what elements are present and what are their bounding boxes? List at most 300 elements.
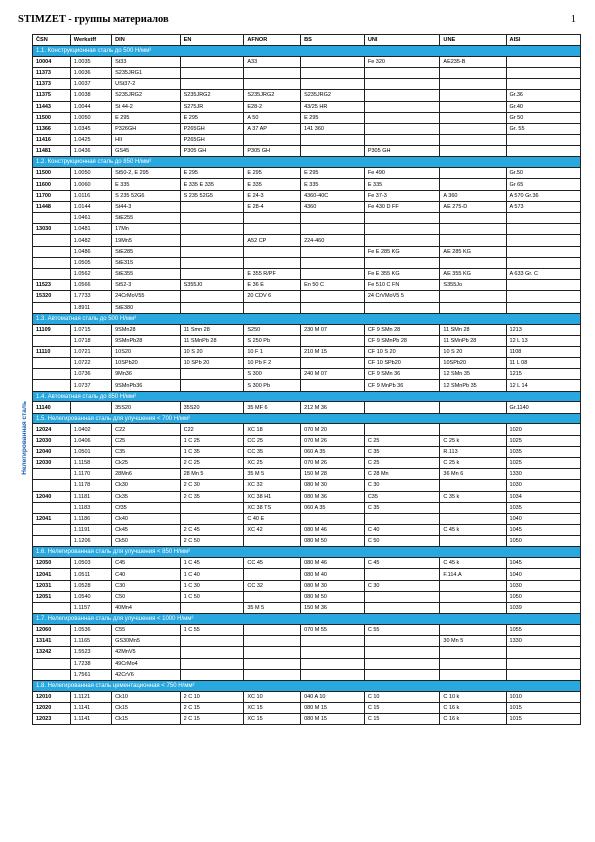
document-title: STIMZET - группы материалов — [18, 14, 169, 25]
table-cell: 1.0540 — [70, 591, 111, 602]
table-cell — [33, 525, 71, 536]
table-cell: 1.0486 — [70, 246, 111, 257]
table-cell: 080 M 46 — [301, 525, 365, 536]
table-cell: C55 — [112, 625, 181, 636]
table-row — [33, 691, 581, 702]
table-cell — [180, 636, 244, 647]
table-cell: 1.0436 — [70, 146, 111, 157]
table-cell: 1.1206 — [70, 536, 111, 547]
table-cell: 150 M 28 — [301, 469, 365, 480]
table-cell — [180, 201, 244, 212]
table-cell: C45 — [112, 558, 181, 569]
table-row — [33, 291, 581, 302]
table-cell: 11500 — [33, 168, 71, 179]
table-cell — [364, 213, 440, 224]
table-cell: E 335 — [112, 179, 181, 190]
table-cell: 12041 — [33, 513, 71, 524]
table-cell: C 40 E — [244, 513, 301, 524]
table-cell: Ck50 — [112, 536, 181, 547]
table-cell — [301, 335, 365, 346]
table-cell: 2 C 45 — [180, 525, 244, 536]
table-cell: 070 M 55 — [301, 625, 365, 636]
table-cell — [180, 213, 244, 224]
table-cell: C 35 k — [440, 491, 506, 502]
table-cell: C 45 — [364, 558, 440, 569]
table-cell: 1.0737 — [70, 380, 111, 391]
table-cell: 19Mn5 — [112, 235, 181, 246]
table-cell: 240 M 07 — [301, 369, 365, 380]
table-cell: E 335 — [301, 179, 365, 190]
table-cell: 1.0037 — [70, 79, 111, 90]
table-cell — [301, 268, 365, 279]
section-header-row — [33, 313, 581, 324]
table-cell: 11373 — [33, 79, 71, 90]
table-cell — [180, 291, 244, 302]
table-cell — [506, 67, 580, 78]
table-cell — [180, 56, 244, 67]
table-cell: CF 9 SMn 28 — [364, 324, 440, 335]
table-row — [33, 491, 581, 502]
table-cell: 36 Mn 6 — [440, 469, 506, 480]
table-cell — [440, 480, 506, 491]
table-cell: 28 Mn 5 — [180, 469, 244, 480]
table-cell: 35S20 — [180, 402, 244, 413]
table-cell: Ck45 — [112, 525, 181, 536]
table-cell: XC 18 — [244, 424, 301, 435]
table-cell — [364, 67, 440, 78]
table-cell — [364, 101, 440, 112]
table-cell: C 16 k — [440, 702, 506, 713]
table-row — [33, 669, 581, 680]
table-cell: C 25 — [364, 435, 440, 446]
table-cell: Fe E 355 KG — [364, 268, 440, 279]
table-cell: 11 SMnPb 28 — [180, 335, 244, 346]
table-cell: 11448 — [33, 201, 71, 212]
table-cell: S275JR — [180, 101, 244, 112]
table-cell — [440, 90, 506, 101]
table-cell: 1.5523 — [70, 647, 111, 658]
table-cell — [301, 246, 365, 257]
table-row — [33, 201, 581, 212]
table-cell: 1.0721 — [70, 346, 111, 357]
table-cell — [440, 536, 506, 547]
section-header-row — [33, 413, 581, 424]
table-cell: CC 32 — [244, 580, 301, 591]
table-cell: 080 M 36 — [301, 491, 365, 502]
table-cell — [33, 246, 71, 257]
table-cell — [180, 669, 244, 680]
table-cell: St44-3 — [112, 201, 181, 212]
table-cell: 1 C 35 — [180, 446, 244, 457]
table-cell: 1.1165 — [70, 636, 111, 647]
table-cell — [506, 235, 580, 246]
table-cell: 080 M 50 — [301, 591, 365, 602]
column-header-csn: ČSN — [33, 35, 71, 46]
table-cell — [180, 246, 244, 257]
table-cell: C 15 — [364, 714, 440, 725]
table-cell — [33, 480, 71, 491]
table-cell: C 35 — [364, 502, 440, 513]
table-cell — [364, 402, 440, 413]
table-cell: 9Mn36 — [112, 369, 181, 380]
table-cell: CC 45 — [244, 558, 301, 569]
table-cell: C 25 k — [440, 435, 506, 446]
table-cell: 1.8911 — [70, 302, 111, 313]
table-cell: 12060 — [33, 625, 71, 636]
table-cell: C 25 — [364, 457, 440, 468]
table-cell: 1.1181 — [70, 491, 111, 502]
table-cell — [180, 79, 244, 90]
side-label-text: Нелегированная сталь — [21, 401, 28, 475]
table-cell — [301, 79, 365, 90]
table-cell — [364, 302, 440, 313]
table-cell: 12010 — [33, 691, 71, 702]
table-cell: E 335 — [244, 179, 301, 190]
table-cell — [440, 235, 506, 246]
table-cell: 1030 — [506, 580, 580, 591]
table-cell — [440, 179, 506, 190]
table-cell — [506, 135, 580, 146]
table-row — [33, 190, 581, 201]
table-cell: 1.0044 — [70, 101, 111, 112]
table-cell: Ck40 — [112, 513, 181, 524]
table-cell: 1.0562 — [70, 268, 111, 279]
table-cell — [301, 647, 365, 658]
table-cell: 1.0482 — [70, 235, 111, 246]
table-cell: 1.0425 — [70, 135, 111, 146]
table-cell — [440, 101, 506, 112]
table-row — [33, 525, 581, 536]
table-cell: 1.7561 — [70, 669, 111, 680]
table-cell — [244, 246, 301, 257]
table-cell: AE 355 KG — [440, 268, 506, 279]
table-row — [33, 235, 581, 246]
table-cell — [440, 291, 506, 302]
table-cell: 12 SMnPb 35 — [440, 380, 506, 391]
table-cell: 1035 — [506, 502, 580, 513]
table-cell — [301, 636, 365, 647]
table-row — [33, 603, 581, 614]
table-cell — [180, 380, 244, 391]
table-row — [33, 435, 581, 446]
section-header-row — [33, 46, 581, 57]
table-cell — [364, 79, 440, 90]
table-cell: XC 38 H1 — [244, 491, 301, 502]
table-cell — [440, 669, 506, 680]
table-cell: 35S20 — [112, 402, 181, 413]
table-cell: A 360 — [440, 190, 506, 201]
table-cell: St33 — [112, 56, 181, 67]
table-row — [33, 457, 581, 468]
table-cell — [180, 224, 244, 235]
section-header-row — [33, 547, 581, 558]
table-cell: 13242 — [33, 647, 71, 658]
table-cell — [440, 135, 506, 146]
table-cell: 28Mn6 — [112, 469, 181, 480]
table-row — [33, 90, 581, 101]
table-cell: A33 — [244, 56, 301, 67]
table-cell — [244, 591, 301, 602]
table-cell: Fe 430 D FF — [364, 201, 440, 212]
table-cell: Ck15 — [112, 702, 181, 713]
table-cell — [506, 246, 580, 257]
table-cell — [33, 669, 71, 680]
table-cell: 1.0035 — [70, 56, 111, 67]
table-cell: C 50 — [364, 536, 440, 547]
table-cell: 17Mn — [112, 224, 181, 235]
table-cell: 1.0722 — [70, 358, 111, 369]
table-cell: 12 L 13 — [506, 335, 580, 346]
table-cell: 10 Pb F 2 — [244, 358, 301, 369]
table-cell: 1.7733 — [70, 291, 111, 302]
table-cell — [364, 647, 440, 658]
table-cell: 2 C 50 — [180, 536, 244, 547]
section-title: 1.2. Конструкционная сталь до 850 Н/мм² — [33, 157, 581, 168]
table-cell: 1.0528 — [70, 580, 111, 591]
table-cell: C 30 — [364, 480, 440, 491]
table-cell: Ck35 — [112, 491, 181, 502]
table-cell: 1 C 30 — [180, 580, 244, 591]
table-cell: 2 C 15 — [180, 714, 244, 725]
table-cell: 9SMn28 — [112, 324, 181, 335]
table-cell: S355J0 — [180, 280, 244, 291]
table-row — [33, 714, 581, 725]
table-cell — [506, 302, 580, 313]
table-cell: AE235-B — [440, 56, 506, 67]
table-cell — [244, 569, 301, 580]
table-cell: 24CrMoV55 — [112, 291, 181, 302]
table-row — [33, 658, 581, 669]
table-cell: 1.0481 — [70, 224, 111, 235]
table-cell: E 335 E 335 — [180, 179, 244, 190]
table-cell: 1.0345 — [70, 123, 111, 134]
table-cell: Gr.1140 — [506, 402, 580, 413]
table-cell: 11366 — [33, 123, 71, 134]
table-cell — [301, 302, 365, 313]
table-cell: C22 — [180, 424, 244, 435]
table-cell: 1215 — [506, 369, 580, 380]
table-cell — [301, 224, 365, 235]
table-row — [33, 101, 581, 112]
table-cell: Gr.40 — [506, 101, 580, 112]
table-cell — [301, 380, 365, 391]
table-cell — [440, 257, 506, 268]
table-cell — [244, 257, 301, 268]
table-cell — [364, 123, 440, 134]
table-cell: CF 9 MnPb 36 — [364, 380, 440, 391]
table-cell — [364, 224, 440, 235]
table-cell: GS45 — [112, 146, 181, 157]
table-cell — [301, 213, 365, 224]
table-row — [33, 257, 581, 268]
table-cell: USt37-2 — [112, 79, 181, 90]
table-cell: 1045 — [506, 525, 580, 536]
table-cell: 080 M 15 — [301, 702, 365, 713]
table-cell — [364, 112, 440, 123]
table-row — [33, 469, 581, 480]
table-cell: StE285 — [112, 246, 181, 257]
table-cell — [33, 358, 71, 369]
table-cell: 1040 — [506, 513, 580, 524]
table-cell: 10 F 1 — [244, 346, 301, 357]
table-cell: 1.1183 — [70, 502, 111, 513]
table-cell — [244, 669, 301, 680]
table-row — [33, 591, 581, 602]
table-cell — [440, 502, 506, 513]
table-cell — [180, 647, 244, 658]
table-row — [33, 135, 581, 146]
table-cell: 1.0718 — [70, 335, 111, 346]
table-cell: 13030 — [33, 224, 71, 235]
table-cell: 12051 — [33, 591, 71, 602]
section-title: 1.6. Нелегированная сталь для улучшения < 850 Н/мм² — [33, 547, 581, 558]
table-cell: P305 GH — [180, 146, 244, 157]
table-cell: S 300 — [244, 369, 301, 380]
table-cell: 11700 — [33, 190, 71, 201]
table-row — [33, 268, 581, 279]
table-cell — [33, 302, 71, 313]
table-row — [33, 179, 581, 190]
page-header — [18, 14, 580, 28]
table-cell: 080 M 50 — [301, 536, 365, 547]
table-cell: Fe 490 — [364, 168, 440, 179]
table-cell: E 355 R/PF — [244, 268, 301, 279]
table-cell: Fe 320 — [364, 56, 440, 67]
table-cell: 1.0038 — [70, 90, 111, 101]
table-cell: 1050 — [506, 536, 580, 547]
table-cell — [440, 580, 506, 591]
table-cell: 1010 — [506, 691, 580, 702]
table-cell: 040 A 10 — [301, 691, 365, 702]
table-cell: CF 10 S 20 — [364, 346, 440, 357]
table-cell: 2 C 35 — [180, 491, 244, 502]
table-cell — [506, 647, 580, 658]
table-cell: Fe E 285 KG — [364, 246, 440, 257]
table-cell: 1.0566 — [70, 280, 111, 291]
table-cell: P265GH — [180, 135, 244, 146]
table-cell: 210 M 15 — [301, 346, 365, 357]
table-cell: En 50 C — [301, 280, 365, 291]
table-cell — [301, 135, 365, 146]
table-cell: 1.1191 — [70, 525, 111, 536]
table-cell: A 633 Gr. C — [506, 268, 580, 279]
table-cell: 12031 — [33, 580, 71, 591]
column-header-aisi: AISI — [506, 35, 580, 46]
section-title: 1.7. Нелегированная сталь для улучшения < 1000 Н/мм² — [33, 614, 581, 625]
table-cell: AE 285 KG — [440, 246, 506, 257]
table-cell — [33, 536, 71, 547]
table-cell: 1025 — [506, 435, 580, 446]
table-row — [33, 402, 581, 413]
table-cell — [33, 268, 71, 279]
section-header-row — [33, 680, 581, 691]
table-cell: CC 25 — [244, 435, 301, 446]
table-cell: 1.0402 — [70, 424, 111, 435]
table-cell: 11416 — [33, 135, 71, 146]
section-header-row — [33, 157, 581, 168]
table-cell — [244, 302, 301, 313]
table-cell: 1.7238 — [70, 658, 111, 669]
table-cell: 080 M 30 — [301, 480, 365, 491]
table-cell: 1055 — [506, 625, 580, 636]
table-cell: 11110 — [33, 346, 71, 357]
table-cell — [244, 636, 301, 647]
table-row — [33, 558, 581, 569]
table-cell: 12030 — [33, 435, 71, 446]
table-cell — [440, 67, 506, 78]
table-cell — [180, 603, 244, 614]
table-cell: St50-2, E 295 — [112, 168, 181, 179]
table-row — [33, 224, 581, 235]
table-cell: 13141 — [33, 636, 71, 647]
table-cell — [440, 513, 506, 524]
table-cell: A 37 AP — [244, 123, 301, 134]
table-cell — [180, 257, 244, 268]
table-cell — [33, 603, 71, 614]
column-header-en: EN — [180, 35, 244, 46]
table-cell: 10004 — [33, 56, 71, 67]
table-cell: 060 A 35 — [301, 502, 365, 513]
table-cell — [506, 291, 580, 302]
column-header-bs: BS — [301, 35, 365, 46]
table-cell: C 35 — [364, 446, 440, 457]
table-cell: 11 SMn 28 — [440, 324, 506, 335]
table-cell — [440, 402, 506, 413]
table-cell: E28-2 — [244, 101, 301, 112]
table-cell: S 235 52G6 — [112, 190, 181, 201]
table-cell: 42MnV5 — [112, 647, 181, 658]
table-row — [33, 335, 581, 346]
table-cell: 224-460 — [301, 235, 365, 246]
table-cell — [244, 79, 301, 90]
table-cell: 080 M 30 — [301, 580, 365, 591]
section-header-row — [33, 391, 581, 402]
table-cell — [506, 79, 580, 90]
table-cell: StE315 — [112, 257, 181, 268]
table-cell: P305 GH — [364, 146, 440, 157]
table-cell: 1045 — [506, 558, 580, 569]
table-cell — [244, 224, 301, 235]
table-cell: C 15 — [364, 702, 440, 713]
table-cell: 1.1141 — [70, 714, 111, 725]
table-cell: XC 15 — [244, 714, 301, 725]
table-cell: 1020 — [506, 424, 580, 435]
table-cell — [180, 302, 244, 313]
table-cell: 080 M 15 — [301, 714, 365, 725]
table-cell — [440, 424, 506, 435]
table-cell: 11109 — [33, 324, 71, 335]
table-cell: 1108 — [506, 346, 580, 357]
table-cell: C 45 k — [440, 525, 506, 536]
table-cell — [364, 669, 440, 680]
table-cell: 1.0116 — [70, 190, 111, 201]
table-cell: R.113 — [440, 446, 506, 457]
table-cell: 1.1158 — [70, 457, 111, 468]
table-cell: 11600 — [33, 179, 71, 190]
table-row — [33, 446, 581, 457]
table-cell: 1 C 25 — [180, 435, 244, 446]
table-cell: XC 38 TS — [244, 502, 301, 513]
table-cell: StE355 — [112, 268, 181, 279]
table-cell: 11443 — [33, 101, 71, 112]
table-cell: XC 42 — [244, 525, 301, 536]
table-cell — [440, 79, 506, 90]
table-cell — [244, 213, 301, 224]
table-header-row — [33, 35, 581, 46]
table-cell: 10 SPb 20 — [180, 358, 244, 369]
table-cell — [506, 213, 580, 224]
table-cell: 1.1186 — [70, 513, 111, 524]
